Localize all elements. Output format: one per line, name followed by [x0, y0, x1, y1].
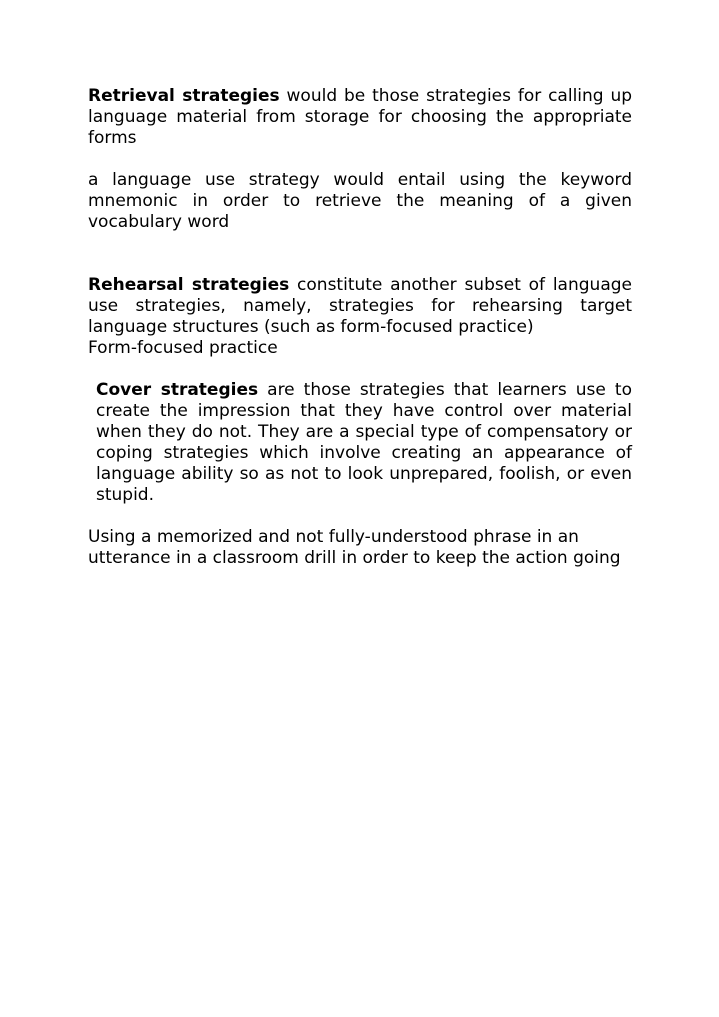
- document-page: [88, 86, 632, 569]
- retrieval-term: Retrieval strategies: [88, 86, 280, 106]
- rehearsal-term: Rehearsal strategies: [88, 275, 290, 295]
- cover-example-paragraph: Using a memorized and not fully-understood phrase in an utterance in a classroom drill in order to keep the action going: [88, 527, 621, 568]
- rehearsal-paragraph: [88, 275, 632, 338]
- cover-paragraph: [88, 380, 632, 506]
- rehearsal-definition: constitute another subset of language use strategies, namely, strategies for rehearsing target language structures (such as form-focused practice): [88, 275, 632, 337]
- cover-definition: are those strategies that learners use to create the impression that they have control over material when they do not. They are a special type of compensatory or coping strategies which involve creating an appearance of language ability so as not to look unprepared, foolish, or even stupid.: [96, 380, 632, 505]
- retrieval-example-paragraph: a language use strategy would entail using the keyword mnemonic in order to retrieve the meaning of a given vocabulary word: [88, 170, 632, 232]
- spacer: [88, 149, 632, 170]
- rehearsal-example-line: Form-focused practice: [88, 338, 278, 358]
- cover-term: Cover strategies: [96, 380, 259, 400]
- retrieval-paragraph: [88, 86, 632, 149]
- spacer: [88, 506, 632, 527]
- retrieval-definition: would be those strategies for calling up language material from storage for choosing the appropriate forms: [88, 86, 633, 148]
- spacer: [88, 359, 632, 380]
- spacer: [88, 233, 632, 275]
